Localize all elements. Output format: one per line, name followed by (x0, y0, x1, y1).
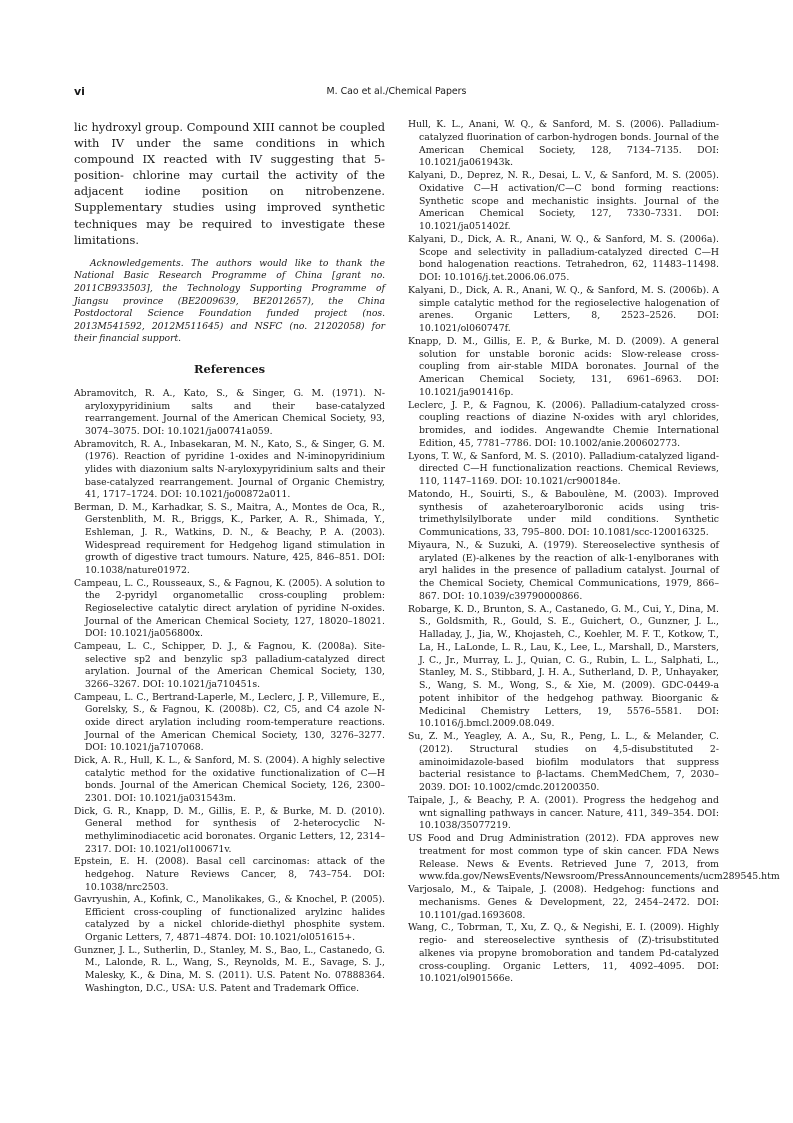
page-number: vi (74, 85, 85, 98)
reference-item: Matondo, H., Souirti, S., & Baboulène, M. (2003). Improved synthesis of azaheteroarylboronic acids using tris-trimethylsilylborate under mild conditions. Synthetic Communications, 33, 795–800. DOI: 10.1081/scc-120016325. (408, 488, 719, 538)
reference-item: Campeau, L. C., Schipper, D. J., & Fagnou, K. (2008a). Site-selective sp2 and benzylic sp3 palladium-catalyzed direct arylation. Journal of the American Chemical Society, 130, 3266–3267. DOI: 10.1021/ja710451s. (74, 641, 385, 690)
body-paragraph: lic hydroxyl group. Compound XIII cannot be coupled with IV under the same conditions in which compound IX reacted with IV suggesting that 5-position- chlorine may curtail the activity of the adjacent iodine position on nitrobenzene. Supplementary studies using improved synthetic techniques may be required to investigate these limitations. (74, 120, 385, 247)
reference-list-left (74, 388, 385, 996)
reference-item: Kalyani, D., Dick, A. R., Anani, W. Q., & Sanford, M. S. (2006a). Scope and selectivity in palladium-catalyzed directed C—H bond halogenation reactions. Tetrahedron, 62, 11483–11498. DOI: 10.1016/j.tet.2006.06.075. (408, 233, 719, 283)
reference-item: US Food and Drug Administration (2012). FDA approves new treatment for most common type of skin cancer. FDA News Release. News & Events. Retrieved June 7, 2013, from www.fda.gov/NewsEvents/Newsroom/PressAnnouncements/ucm289545.htm (408, 833, 780, 883)
reference-item: Gunzner, J. L., Sutherlin, D., Stanley, M. S., Bao, L., Castanedo, G. M., Lalonde, R. L., Wang, S., Reynolds, M. E., Savage, S. J., Malesky, K., & Dina, M. S. (2011). U.S. Patent No. 07888364. Washington, D.C., USA: U.S. Patent and Trademark Office. (74, 944, 385, 994)
reference-item: Abramovitch, R. A., Kato, S., & Singer, G. M. (1971). N-aryloxypyridinium salts and their base-catalyzed rearrangement. Journal of the American Chemical Society, 93, 3074–3075. DOI: 10.1021/ja00741a059. (74, 387, 385, 437)
reference-item: Su, Z. M., Yeagley, A. A., Su, R., Peng, L. L., & Melander, C. (2012). Structural studies on 4,5-disubstituted 2-aminoimidazole-based biofilm modulators that suppress bacterial resistance to β-lactams. ChemMedChem, 7, 2030–2039. DOI: 10.1002/cmdc.201200350. (408, 731, 719, 793)
right-column (408, 119, 780, 986)
reference-item: Miyaura, N., & Suzuki, A. (1979). Stereoselective synthesis of arylated (E)-alkenes by the reaction of alk-1-enylboranes with aryl halides in the presence of palladium catalyst. Journal of the Chemical Society, Chemical Communications, 1979, 866–867. DOI: 10.1039/c39790000866. (408, 539, 719, 602)
reference-item: Abramovitch, R. A., Inbasekaran, M. N., Kato, S., & Singer, G. M. (1976). Reaction of pyridine 1-oxides and N-iminopyridinium ylides with diazonium salts N-aryloxypyridinium salts and their base-catalyzed rearrangement. Journal of Organic Chemistry, 41, 1717–1724. DOI: 10.1021/jo00872a011. (74, 438, 385, 501)
reference-item: Knapp, D. M., Gillis, E. P., & Burke, M. D. (2009). A general solution for unstable boronic acids: Slow-release cross-coupling from air-stable MIDA boronates. Journal of the American Chemical Society, 131, 6961–6963. DOI: 10.1021/ja901416p. (408, 335, 719, 398)
reference-item: Varjosalo, M., & Taipale, J. (2008). Hedgehog: functions and mechanisms. Genes & Development, 22, 2454–2472. DOI: 10.1101/gad.1693608. (408, 884, 719, 921)
references-heading: References (194, 361, 265, 376)
running-head: M. Cao et al./Chemical Papers (326, 86, 467, 97)
reference-item: Campeau, L. C., Rousseaux, S., & Fagnou, K. (2005). A solution to the 2-pyridyl organometallic cross-coupling problem: Regioselective catalytic direct arylation of pyridine N-oxides. Journal of the American Chemical Society, 127, 18020–18021. DOI: 10.1021/ja056800x. (74, 577, 385, 640)
reference-item: Dick, A. R., Hull, K. L., & Sanford, M. S. (2004). A highly selective catalytic method for the oxidative functionalization of C—H bonds. Journal of the American Chemical Society, 126, 2300–2301. DOI: 10.1021/ja031543m. (74, 754, 385, 804)
acknowledgements: Acknowledgements. The authors would like to thank the National Basic Research Programme of China [grant no. 2011CB933503], the Technology Supporting Programme of Jiangsu province (BE2009639, BE2012657), the China Postdoctoral Science Foundation funded project (nos. 2013M541592, 2012M511645) and NSFC (no. 21202058) for their financial support. (74, 257, 385, 345)
reference-item: Epstein, E. H. (2008). Basal cell carcinomas: attack of the hedgehog. Nature Reviews Cancer, 8, 743–754. DOI: 10.1038/nrc2503. (74, 856, 385, 893)
reference-item: Gavryushin, A., Kofink, C., Manolikakes, G., & Knochel, P. (2005). Efficient cross-coupling of functionalized arylzinc halides catalyzed by a nickel chloride-diethyl phosphite system. Organic Letters, 7, 4871–4874. DOI: 10.1021/ol051615+. (74, 894, 385, 944)
reference-item: Taipale, J., & Beachy, P. A. (2001). Progress the hedgehog and wnt signalling pathways in cancer. Nature, 411, 349–354. DOI: 10.1038/35077219. (408, 794, 719, 832)
reference-item: Hull, K. L., Anani, W. Q., & Sanford, M. S. (2006). Palladium-catalyzed fluorination of carbon-hydrogen bonds. Journal of the American Chemical Society, 128, 7134–7135. DOI: 10.1021/ja061943k. (408, 119, 719, 169)
reference-item: Berman, D. M., Karhadkar, S. S., Maitra, A., Montes de Oca, R., Gerstenblith, M. R., Briggs, K., Parker, A. R., Shimada, Y., Eshleman, J. R., Watkins, D. N., & Beachy, P. A. (2003). Widespread requirement for Hedgehog ligand stimulation in growth of digestive tract tumours. Nature, 425, 846–851. DOI: 10.1038/nature01972. (74, 501, 385, 577)
reference-item: Leclerc, J. P., & Fagnou, K. (2006). Palladium-catalyzed cross-coupling reactions of diazine N-oxides with aryl chlorides, bromides, and iodides. Angewandte Chemie International Edition, 45, 7781–7786. DOI: 10.1002/anie.200602773. (408, 399, 719, 449)
reference-item: Campeau, L. C., Bertrand-Laperle, M., Leclerc, J. P., Villemure, E., Gorelsky, S., & Fagnou, K. (2008b). C2, C5, and C4 azole N-oxide direct arylation including room-temperature reactions. Journal of the American Chemical Society, 130, 3276–3277. DOI: 10.1021/ja7107068. (74, 691, 385, 754)
left-column (74, 119, 385, 995)
reference-item: Kalyani, D., Deprez, N. R., Desai, L. V., & Sanford, M. S. (2005). Oxidative C—H activation/C—C bond forming reactions: Synthetic scope and mechanistic insights. Journal of the American Chemical Society, 127, 7330–7331. DOI: 10.1021/ja051402f. (408, 170, 719, 232)
reference-item: Lyons, T. W., & Sanford, M. S. (2010). Palladium-catalyzed ligand-directed C—H functionalization reactions. Chemical Reviews, 110, 1147–1169. DOI: 10.1021/cr900184e. (408, 450, 719, 487)
reference-item: Dick, G. R., Knapp, D. M., Gillis, E. P., & Burke, M. D. (2010). General method for synthesis of 2-heterocyclic N-methyliminodiacetic acid boronates. Organic Letters, 12, 2314–2317. DOI: 10.1021/ol100671v. (74, 805, 385, 855)
reference-list-right (408, 119, 780, 986)
reference-item: Robarge, K. D., Brunton, S. A., Castanedo, G. M., Cui, Y., Dina, M. S., Goldsmith, R., Gould, S. E., Guichert, O., Gunzner, J. L., Halladay, J., Jia, W., Khojasteh, C., Koehler, M. F. T., Kotkow, T., La, H., LaLonde, L. R., Lau, K., Lee, L., Marshall, D., Marsters, J. C., Jr., Murray, L. J., Quian, C. G., Rubin, L. L., Salphati, L., Stanley, M. S., Stibbard, J. H. A., Sutherland, D. P., Unhayaker, S., Wang, S. M., Wong, S., & Xie, M. (2009). GDC-0449-a potent inhibitor of the hedgehog pathway. Bioorganic & Medicinal Chemistry Letters, 19, 5576–5581. DOI: 10.1016/j.bmcl.2009.08.049. (408, 603, 719, 730)
reference-item: Wang, C., Tobrman, T., Xu, Z. Q., & Negishi, E. I. (2009). Highly regio- and stereoselective synthesis of (Z)-trisubstituted alkenes via propyne bromoboration and tandem Pd-catalyzed cross-coupling. Organic Letters, 11, 4092–4095. DOI: 10.1021/ol901566e. (408, 922, 719, 985)
reference-item: Kalyani, D., Dick, A. R., Anani, W. Q., & Sanford, M. S. (2006b). A simple catalytic method for the regioselective halogenation of arenes. Organic Letters, 8, 2523–2526. DOI: 10.1021/ol060747f. (408, 284, 719, 334)
